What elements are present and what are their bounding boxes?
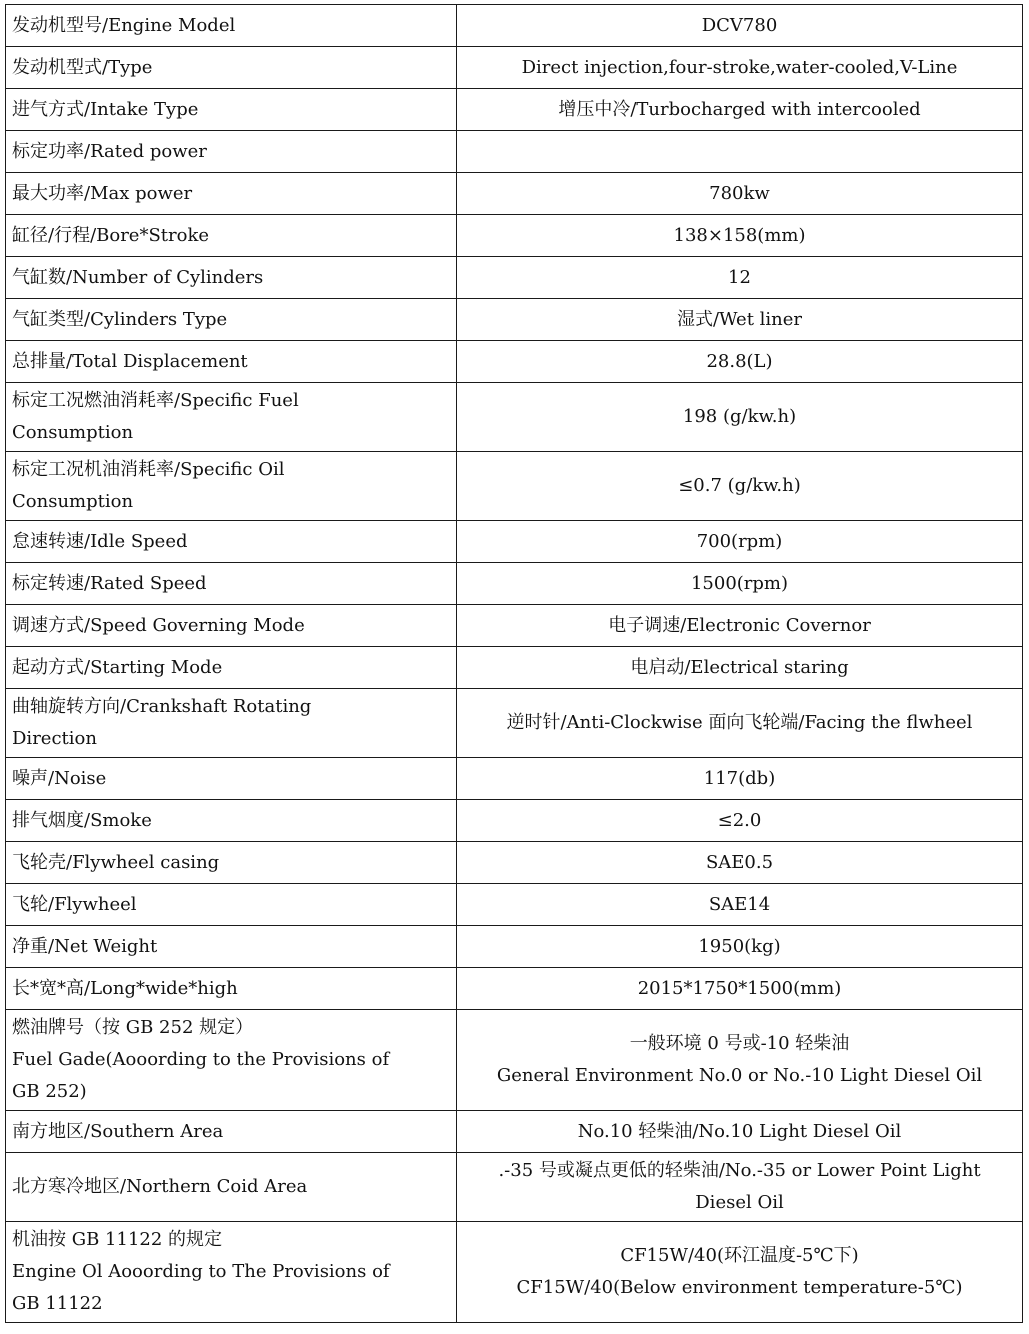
table-row xyxy=(6,452,1023,521)
row-label-intake-type: 进气方式/Intake Type xyxy=(6,89,457,131)
spec-sheet xyxy=(5,4,1023,1323)
table-row xyxy=(6,689,1023,758)
table-row xyxy=(6,131,1023,173)
table-row xyxy=(6,299,1023,341)
table-row xyxy=(6,383,1023,452)
row-value-flywheel: SAE14 xyxy=(457,884,1023,926)
row-label-cylinders: 气缸数/Number of Cylinders xyxy=(6,257,457,299)
row-value-rotating-direction: 逆时针/Anti-Clockwise 面向飞轮端/Facing the flwheel xyxy=(457,689,1023,758)
row-value-rated-speed: 1500(rpm) xyxy=(457,563,1023,605)
table-row xyxy=(6,47,1023,89)
table-row xyxy=(6,1153,1023,1222)
row-value-southern-area: No.10 轻柴油/No.10 Light Diesel Oil xyxy=(457,1111,1023,1153)
row-value-governing-mode: 电子调速/Electronic Covernor xyxy=(457,605,1023,647)
row-label-smoke: 排气烟度/Smoke xyxy=(6,800,457,842)
table-row xyxy=(6,758,1023,800)
row-label-type: 发动机型式/Type xyxy=(6,47,457,89)
row-label-oil-consumption: 标定工况机油消耗率/Specific Oil Consumption xyxy=(6,452,457,521)
table-row xyxy=(6,605,1023,647)
table-row xyxy=(6,341,1023,383)
row-value-bore-stroke: 138×158(mm) xyxy=(457,215,1023,257)
row-label-rotating-direction: 曲轴旋转方向/Crankshaft Rotating Direction xyxy=(6,689,457,758)
row-value-fuel-grade: 一般环境 0 号或-10 轻柴油 General Environment No.0 or No.-10 Light Diesel Oil xyxy=(457,1010,1023,1111)
row-label-starting-mode: 起动方式/Starting Mode xyxy=(6,647,457,689)
row-label-northern-area: 北方寒冷地区/Northern Coid Area xyxy=(6,1153,457,1222)
row-value-smoke: ≤2.0 xyxy=(457,800,1023,842)
row-label-engine-oil: 机油按 GB 11122 的规定 Engine Ol Aooording to The Provisions of GB 11122 xyxy=(6,1222,457,1323)
row-label-idle-speed: 怠速转速/Idle Speed xyxy=(6,521,457,563)
table-row xyxy=(6,842,1023,884)
row-value-oil-consumption: ≤0.7 (g/kw.h) xyxy=(457,452,1023,521)
row-value-rated-power xyxy=(457,131,1023,173)
table-row xyxy=(6,968,1023,1010)
row-label-flywheel-casing: 飞轮壳/Flywheel casing xyxy=(6,842,457,884)
row-label-net-weight: 净重/Net Weight xyxy=(6,926,457,968)
engine-spec-table xyxy=(5,4,1023,1323)
row-value-intake-type: 增压中冷/Turbocharged with intercooled xyxy=(457,89,1023,131)
table-row xyxy=(6,521,1023,563)
row-value-northern-area: .-35 号或凝点更低的轻柴油/No.-35 or Lower Point Light Diesel Oil xyxy=(457,1153,1023,1222)
table-row xyxy=(6,926,1023,968)
row-label-dimensions: 长*宽*高/Long*wide*high xyxy=(6,968,457,1010)
table-row xyxy=(6,257,1023,299)
row-value-idle-speed: 700(rpm) xyxy=(457,521,1023,563)
row-value-engine-oil: CF15W/40(环江温度-5℃下) CF15W/40(Below environment temperature-5℃) xyxy=(457,1222,1023,1323)
table-row xyxy=(6,1111,1023,1153)
row-value-engine-model: DCV780 xyxy=(457,5,1023,47)
table-row xyxy=(6,89,1023,131)
row-value-net-weight: 1950(kg) xyxy=(457,926,1023,968)
table-row xyxy=(6,563,1023,605)
row-label-fuel-grade: 燃油牌号（按 GB 252 规定） Fuel Gade(Aooording to the Provisions of GB 252) xyxy=(6,1010,457,1111)
table-row xyxy=(6,1222,1023,1323)
table-row xyxy=(6,5,1023,47)
table-row xyxy=(6,1010,1023,1111)
row-label-rated-power: 标定功率/Rated power xyxy=(6,131,457,173)
row-label-displacement: 总排量/Total Displacement xyxy=(6,341,457,383)
row-label-governing-mode: 调速方式/Speed Governing Mode xyxy=(6,605,457,647)
row-label-fuel-consumption: 标定工况燃油消耗率/Specific Fuel Consumption xyxy=(6,383,457,452)
row-value-displacement: 28.8(L) xyxy=(457,341,1023,383)
table-row xyxy=(6,800,1023,842)
row-label-engine-model: 发动机型号/Engine Model xyxy=(6,5,457,47)
row-value-max-power: 780kw xyxy=(457,173,1023,215)
row-label-bore-stroke: 缸径/行程/Bore*Stroke xyxy=(6,215,457,257)
row-value-type: Direct injection,four-stroke,water-cooled,V-Line xyxy=(457,47,1023,89)
table-row xyxy=(6,215,1023,257)
row-label-cylinders-type: 气缸类型/Cylinders Type xyxy=(6,299,457,341)
table-row xyxy=(6,647,1023,689)
row-value-dimensions: 2015*1750*1500(mm) xyxy=(457,968,1023,1010)
row-label-southern-area: 南方地区/Southern Area xyxy=(6,1111,457,1153)
row-label-rated-speed: 标定转速/Rated Speed xyxy=(6,563,457,605)
row-value-cylinders-type: 湿式/Wet liner xyxy=(457,299,1023,341)
row-label-max-power: 最大功率/Max power xyxy=(6,173,457,215)
table-row xyxy=(6,884,1023,926)
row-value-starting-mode: 电启动/Electrical staring xyxy=(457,647,1023,689)
row-value-noise: 117(db) xyxy=(457,758,1023,800)
row-value-fuel-consumption: 198 (g/kw.h) xyxy=(457,383,1023,452)
row-label-noise: 噪声/Noise xyxy=(6,758,457,800)
row-value-cylinders: 12 xyxy=(457,257,1023,299)
table-row xyxy=(6,173,1023,215)
row-value-flywheel-casing: SAE0.5 xyxy=(457,842,1023,884)
row-label-flywheel: 飞轮/Flywheel xyxy=(6,884,457,926)
